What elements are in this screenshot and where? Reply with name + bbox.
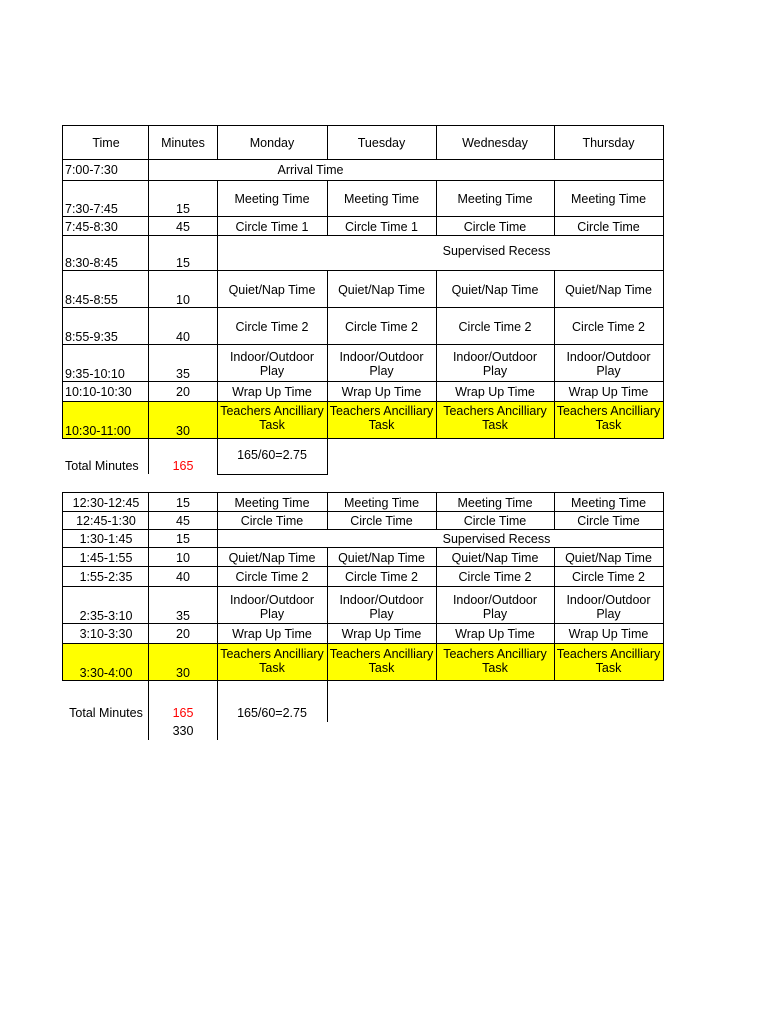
pm-circle-time-range: 12:45-1:30	[76, 514, 136, 528]
circle-tuesday: Circle Time 1	[345, 219, 418, 234]
circle2-thursday: Circle Time 2	[572, 319, 645, 334]
task-monday: Teachers Ancilliary Task	[220, 404, 324, 432]
pm-circle-minutes: 45	[176, 514, 190, 528]
task-minutes: 30	[176, 424, 190, 438]
pm-play-monday: Indoor/Outdoor Play	[229, 592, 315, 621]
pm-play-tuesday: Indoor/Outdoor Play	[339, 592, 424, 621]
play-tuesday: Indoor/Outdoor Play	[339, 349, 424, 378]
pm-circle-thursday: Circle Time	[577, 514, 640, 528]
grand-total-minutes: 330	[172, 723, 194, 738]
meeting-time-range: 7:30-7:45	[65, 202, 118, 216]
pm-play-time-range: 2:35-3:10	[79, 609, 133, 623]
pm-wrap-tuesday: Wrap Up Time	[341, 627, 422, 641]
circle2-wednesday: Circle Time 2	[458, 319, 532, 334]
pm-nap-minutes: 10	[176, 550, 190, 565]
pm-wrap-wednesday: Wrap Up Time	[455, 627, 535, 641]
pm-nap-thursday: Quiet/Nap Time	[565, 550, 652, 565]
pm-play-minutes: 35	[176, 609, 190, 623]
pm-recess-minutes: 15	[176, 532, 190, 546]
nap-time-range: 8:45-8:55	[65, 293, 118, 307]
pm-total-hours-calc: 165/60=2.75	[237, 706, 307, 720]
pm-circle-tuesday: Circle Time	[350, 514, 413, 528]
pm-circle-wednesday: Circle Time	[463, 514, 527, 528]
pm-task-thursday: Teachers Ancilliary Task	[556, 647, 661, 675]
pm-task-monday: Teachers Ancilliary Task	[220, 647, 324, 675]
play-thursday: Indoor/Outdoor Play	[566, 349, 651, 378]
wrap-monday: Wrap Up Time	[232, 385, 312, 399]
pm-nap-monday: Quiet/Nap Time	[228, 550, 316, 565]
task-time-range: 10:30-11:00	[65, 424, 131, 438]
pm-total-minutes-label: Total Minutes	[69, 706, 143, 720]
pm-circle2-minutes: 40	[176, 570, 190, 584]
header-time: Time	[92, 135, 120, 150]
task-tuesday: Teachers Ancilliary Task	[329, 404, 434, 432]
task-thursday: Teachers Ancilliary Task	[556, 404, 661, 432]
pm-meeting-minutes: 15	[176, 495, 190, 510]
pm-circle2-thursday: Circle Time 2	[572, 570, 645, 584]
pm-nap-tuesday: Quiet/Nap Time	[338, 550, 425, 565]
total-minutes-label: Total Minutes	[65, 459, 139, 473]
pm-circle2-wednesday: Circle Time 2	[458, 570, 532, 584]
pm-meeting-time-range: 12:30-12:45	[72, 495, 140, 510]
circle-time-range: 7:45-8:30	[65, 219, 118, 234]
total-hours-calc: 165/60=2.75	[237, 448, 307, 462]
header-wednesday: Wednesday	[462, 135, 528, 150]
pm-nap-wednesday: Quiet/Nap Time	[451, 550, 539, 565]
circle2-monday: Circle Time 2	[235, 319, 309, 334]
circle-monday: Circle Time 1	[235, 219, 309, 234]
pm-wrap-time-range: 3:10-3:30	[79, 627, 133, 641]
circle2-minutes: 40	[176, 330, 190, 344]
meeting-tuesday: Meeting Time	[343, 191, 420, 206]
pm-play-wednesday: Indoor/Outdoor Play	[452, 592, 538, 621]
task-wednesday: Teachers Ancilliary Task	[443, 404, 547, 432]
pm-wrap-minutes: 20	[176, 627, 190, 641]
circle-thursday: Circle Time	[577, 219, 640, 234]
nap-minutes: 10	[176, 293, 190, 307]
pm-play-thursday: Indoor/Outdoor Play	[566, 592, 651, 621]
nap-monday: Quiet/Nap Time	[228, 282, 316, 297]
header-tuesday: Tuesday	[357, 135, 406, 150]
pm-circle2-tuesday: Circle Time 2	[345, 570, 418, 584]
pm-meeting-thursday: Meeting Time	[570, 495, 647, 510]
pm-task-minutes: 30	[176, 666, 190, 680]
pm-circle-monday: Circle Time	[240, 514, 304, 528]
pm-wrap-thursday: Wrap Up Time	[568, 627, 649, 641]
wrap-thursday: Wrap Up Time	[568, 385, 649, 399]
pm-task-wednesday: Teachers Ancilliary Task	[443, 647, 547, 675]
play-time-range: 9:35-10:10	[65, 367, 125, 381]
nap-tuesday: Quiet/Nap Time	[338, 282, 425, 297]
circle2-tuesday: Circle Time 2	[345, 319, 418, 334]
pm-recess-time-range: 1:30-1:45	[79, 532, 133, 546]
header-thursday: Thursday	[582, 135, 635, 150]
play-monday: Indoor/Outdoor Play	[229, 349, 315, 378]
meeting-minutes: 15	[176, 202, 190, 216]
recess-minutes: 15	[176, 256, 190, 270]
header-monday: Monday	[249, 135, 295, 150]
pm-task-time-range: 3:30-4:00	[79, 666, 133, 680]
meeting-monday: Meeting Time	[234, 191, 310, 206]
nap-thursday: Quiet/Nap Time	[565, 282, 652, 297]
wrap-tuesday: Wrap Up Time	[341, 385, 422, 399]
circle-minutes: 45	[176, 219, 190, 234]
pm-meeting-monday: Meeting Time	[234, 495, 310, 510]
header-minutes: Minutes	[161, 135, 205, 150]
pm-meeting-tuesday: Meeting Time	[343, 495, 420, 510]
pm-total-minutes-value: 165	[172, 706, 194, 720]
pm-wrap-monday: Wrap Up Time	[232, 627, 312, 641]
pm-recess-label: Supervised Recess	[442, 532, 551, 546]
circle2-time-range: 8:55-9:35	[65, 330, 118, 344]
arrival-label: Arrival Time	[277, 162, 344, 177]
pm-meeting-wednesday: Meeting Time	[457, 495, 533, 510]
wrap-wednesday: Wrap Up Time	[455, 385, 535, 399]
meeting-wednesday: Meeting Time	[457, 191, 533, 206]
play-wednesday: Indoor/Outdoor Play	[452, 349, 538, 378]
recess-time-range: 8:30-8:45	[65, 256, 118, 270]
total-minutes-value: 165	[172, 459, 194, 473]
arrival-time-range: 7:00-7:30	[65, 162, 118, 177]
pm-nap-time-range: 1:45-1:55	[79, 550, 133, 565]
wrap-time-range: 10:10-10:30	[65, 385, 132, 399]
meeting-thursday: Meeting Time	[570, 191, 647, 206]
circle-wednesday: Circle Time	[463, 219, 527, 234]
pm-task-tuesday: Teachers Ancilliary Task	[329, 647, 434, 675]
play-minutes: 35	[176, 367, 190, 381]
pm-circle2-time-range: 1:55-2:35	[79, 570, 133, 584]
wrap-minutes: 20	[176, 385, 190, 399]
recess-label: Supervised Recess	[442, 244, 551, 258]
pm-circle2-monday: Circle Time 2	[235, 570, 309, 584]
nap-wednesday: Quiet/Nap Time	[451, 282, 539, 297]
